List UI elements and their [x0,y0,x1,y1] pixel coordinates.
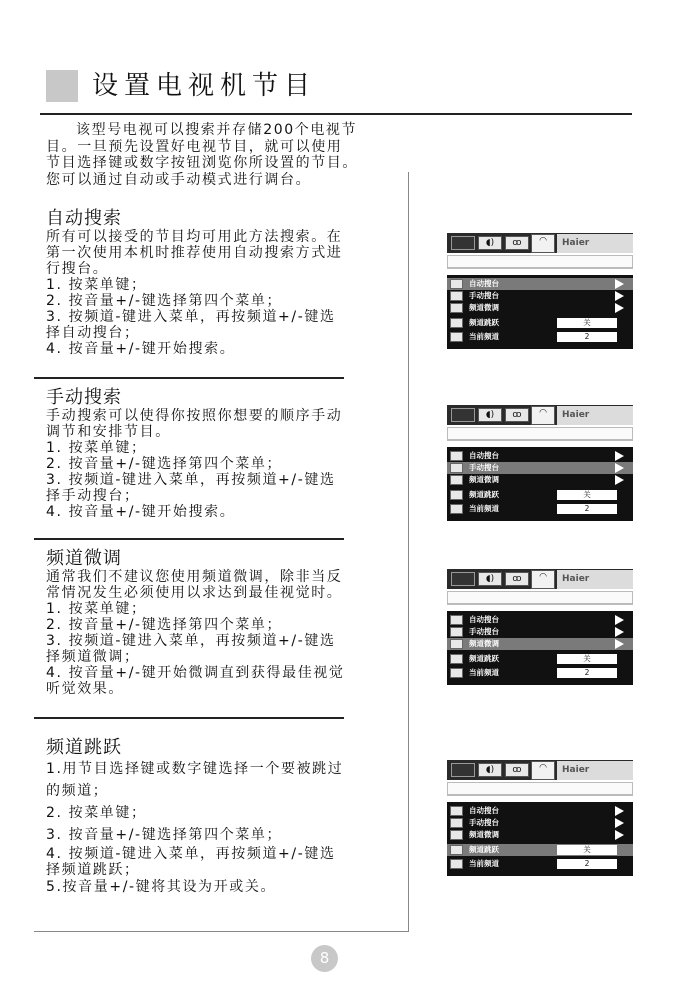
menu-item-label: 手动搜台 [469,291,499,300]
menu-item-icon [450,475,463,485]
text-line: 所有可以接受的节目均可用此方法搜索。在 [46,229,343,245]
intro-line: 目。一旦预先设置好电视节目，就可以使用 [46,138,343,155]
function-icon[interactable]: ꝏ [505,763,529,777]
tv-menu-topbar [447,405,633,425]
menu-item-label: 自动搜台 [469,806,499,815]
tuning-icon[interactable]: ◠ [531,570,555,589]
section-auto-search [46,209,398,357]
section-fine-tune [46,549,398,697]
menu-item-label: 当前频道 [469,332,499,341]
tv-menu-topbar [447,760,633,780]
section-manual-search [46,388,398,520]
section-heading: 手动搜索 [46,387,122,408]
text-line: 通常我们不建议您使用频道微调，除非当反 [46,569,343,585]
section-body [46,758,398,896]
menu-item-icon [450,463,463,473]
section-channel-skip [46,738,398,896]
bottom-divider [34,931,409,932]
menu-item-icon [450,627,463,637]
menu-item-label: 手动搜台 [469,463,499,472]
menu-item-label: 频道微调 [469,830,499,839]
channel-value: 2 [557,504,617,514]
tv-menu-screen [447,233,633,349]
title-square [46,70,78,102]
picture-icon[interactable] [451,236,475,250]
arrow-right-icon [615,615,624,625]
tv-menu-item[interactable] [447,450,633,462]
picture-icon[interactable] [451,572,475,586]
channel-value: 2 [557,332,617,342]
arrow-right-icon [615,291,624,301]
tv-menu-band [447,591,633,604]
tv-menu-item[interactable] [447,474,633,486]
tv-menu-screen [447,405,633,521]
tv-menu-list [447,802,633,876]
tv-menu-item[interactable] [447,858,633,870]
tv-menu-item[interactable] [447,817,633,829]
menu-item-label: 自动搜台 [469,279,499,288]
menu-item-icon [450,279,463,289]
tv-menu-item[interactable] [447,503,633,515]
tv-menu-screen [447,760,633,876]
text-line: 5.按音量+/-键将其设为开或关。 [46,879,277,895]
text-line: 2. 按音量+/-键选择第四个菜单； [46,456,283,472]
menu-item-icon [450,291,463,301]
arrow-right-icon [615,806,624,816]
menu-item-icon [450,490,463,500]
tuning-icon[interactable]: ◠ [531,761,555,780]
text-line: 3. 按音量+/-键选择第四个菜单； [46,827,283,843]
page-number: 8 [311,945,338,972]
page-title: 设置电视机节目 [92,71,317,101]
section-body [46,229,398,357]
menu-item-icon [450,806,463,816]
menu-item-label: 频道跳跃 [469,490,499,499]
text-line: 1.用节目选择键或数字键选择一个要被跳过 [46,761,344,777]
sound-icon[interactable]: ◖) [478,236,502,250]
arrow-right-icon [615,463,624,473]
menu-item-label: 自动搜台 [469,615,499,624]
menu-item-icon [450,332,463,342]
sound-icon[interactable]: ◖) [478,572,502,586]
menu-item-label: 频道跳跃 [469,318,499,327]
intro-line: 节目选择键或数字按钮浏览你所设置的节目。 [46,155,358,171]
menu-item-label: 手动搜台 [469,818,499,827]
menu-item-icon [450,830,463,840]
arrow-right-icon [615,451,624,461]
menu-item-icon [450,615,463,625]
sound-icon[interactable]: ◖) [478,408,502,422]
title-rule [40,113,632,115]
vertical-divider [408,172,409,932]
tv-menu-item[interactable] [447,638,633,650]
intro-line: 您可以通过自动或手动模式进行调台。 [46,171,312,188]
section-rule [34,377,344,379]
menu-item-label: 频道微调 [469,475,499,484]
tv-menu-topbar [447,569,633,589]
text-line: 常情况发生必须使用以求达到最佳视觉时。 [46,585,343,601]
tv-menu-list [447,447,633,521]
arrow-right-icon [615,639,624,649]
tv-menu-item[interactable] [447,462,633,474]
menu-item-icon [450,318,463,328]
function-icon[interactable]: ꝏ [505,572,529,586]
text-line: 择频道微调； [46,649,140,665]
menu-item-label: 当前频道 [469,504,499,513]
text-line: 1. 按菜单键； [46,277,147,293]
text-line: 听觉效果。 [46,681,124,697]
intro-paragraph [46,122,396,188]
text-line: 4. 按音量+/-键开始搜索。 [46,504,236,520]
tv-menu-item[interactable] [447,489,633,501]
arrow-right-icon [615,303,624,313]
section-rule [34,717,344,719]
haier-logo: Haier [557,234,633,253]
text-line: 择手动搜台； [46,488,140,504]
menu-item-label: 自动搜台 [469,451,499,460]
text-line: 3. 按频道-键进入菜单，再按频道+/-键选 [46,472,336,488]
arrow-right-icon [615,279,624,289]
tv-menu-item[interactable] [447,667,633,679]
text-line: 2. 按音量+/-键选择第四个菜单； [46,293,283,309]
menu-item-label: 当前频道 [469,859,499,868]
tv-menu-item[interactable] [447,331,633,343]
tv-menu-item[interactable] [447,626,633,638]
tv-menu-list [447,611,633,685]
arrow-right-icon [615,475,624,485]
picture-icon[interactable] [451,763,475,777]
picture-icon[interactable] [451,408,475,422]
menu-item-icon [450,504,463,514]
text-line: 手动搜索可以使得你按照你想要的顺序手动 [46,408,343,424]
menu-item-label: 当前频道 [469,668,499,677]
tv-menu-topbar [447,233,633,253]
sound-icon[interactable]: ◖) [478,763,502,777]
text-line: 3. 按频道-键进入菜单，再按频道+/-键选 [46,309,336,325]
text-line: 3. 按频道-键进入菜单，再按频道+/-键选 [46,633,336,649]
tv-menu-item[interactable] [447,302,633,314]
text-line: 择自动搜台； [46,325,140,341]
tv-menu-band [447,782,633,795]
skip-value: 关 [557,490,617,500]
haier-logo: Haier [557,761,633,780]
function-icon[interactable]: ꝏ [505,236,529,250]
skip-value: 关 [557,654,617,664]
section-heading: 频道微调 [46,548,122,569]
tuning-icon[interactable]: ◠ [531,406,555,425]
tv-menu-item[interactable] [447,829,633,841]
menu-item-icon [450,818,463,828]
section-heading: 自动搜索 [46,208,122,229]
menu-item-icon [450,859,463,869]
tv-menu-band [447,255,633,268]
tv-menu-item[interactable] [447,317,633,329]
text-line: 调节和安排节目。 [46,424,171,440]
tv-menu-screen [447,569,633,685]
text-line: 2. 按菜单键； [46,805,147,821]
function-icon[interactable]: ꝏ [505,408,529,422]
text-line: 1. 按菜单键； [46,601,147,617]
menu-item-icon [450,639,463,649]
skip-value: 关 [557,318,617,328]
section-body [46,569,398,697]
text-line: 4. 按音量+/-键开始微调直到获得最佳视觉 [46,665,345,681]
menu-item-icon [450,303,463,313]
haier-logo: Haier [557,406,633,425]
text-line: 1. 按菜单键； [46,440,147,456]
haier-logo: Haier [557,570,633,589]
tv-menu-item[interactable] [447,614,633,626]
section-heading: 频道跳跃 [46,737,122,758]
tuning-icon[interactable]: ◠ [531,234,555,253]
menu-item-icon [450,654,463,664]
tv-menu-band [447,427,633,440]
tv-menu-item[interactable] [447,653,633,665]
tv-menu-item[interactable] [447,805,633,817]
text-line: 4. 按频道-键进入菜单，再按频道+/-键选 [46,846,336,862]
channel-value: 2 [557,859,617,869]
text-line: 4. 按音量+/-键开始搜索。 [46,341,236,357]
tv-menu-list [447,275,633,349]
menu-item-label: 频道跳跃 [469,654,499,663]
arrow-right-icon [615,830,624,840]
text-line: 的频道； [46,783,109,799]
tv-menu-item[interactable] [447,278,633,290]
arrow-right-icon [615,627,624,637]
text-line: 择频道跳跃； [46,862,140,878]
text-line: 行搜台。 [46,261,109,277]
menu-item-icon [450,451,463,461]
tv-menu-item[interactable] [447,290,633,302]
text-line: 第一次使用本机时推荐使用自动搜索方式进 [46,245,343,261]
menu-item-icon [450,845,463,855]
tv-menu-item[interactable] [447,844,633,856]
text-line: 2. 按音量+/-键选择第四个菜单； [46,617,283,633]
menu-item-label: 频道微调 [469,639,499,648]
arrow-right-icon [615,818,624,828]
section-body [46,408,398,520]
section-rule [34,538,344,540]
menu-item-label: 频道微调 [469,303,499,312]
channel-value: 2 [557,668,617,678]
skip-value: 关 [557,845,617,855]
menu-item-icon [450,668,463,678]
menu-item-label: 频道跳跃 [469,845,499,854]
menu-item-label: 手动搜台 [469,627,499,636]
intro-line: 该型号电视可以搜索并存储200个电视节 [76,122,358,138]
